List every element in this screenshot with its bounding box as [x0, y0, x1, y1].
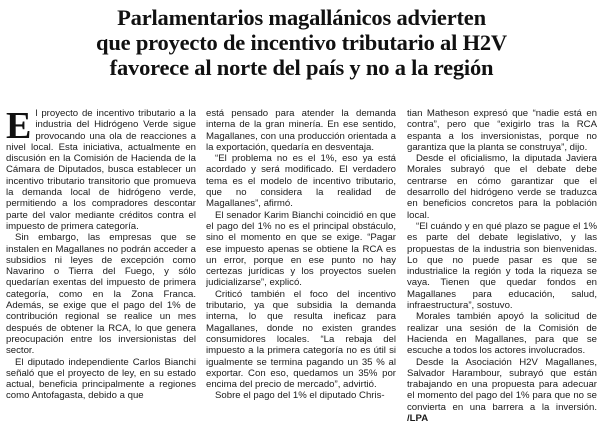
- article-column-3: [407, 108, 597, 438]
- headline-line-1: Parlamentarios magallánicos advierten: [117, 5, 486, 30]
- headline: [0, 5, 603, 80]
- article-paragraph: El diputado independiente Carlos Bianchi señaló que el proyecto de ley, en su estado actual, beneficia principalmente a regiones como Antofagasta, debido a que: [6, 356, 196, 402]
- author-signature: /LPA: [407, 413, 429, 425]
- article-paragraph: Criticó también el foco del incentivo tributario, ya que subsidia la demanda interna, lo que resulta ineficaz para Magallanes, donde no existen grandes consumidores locales. “La rebaja del impuesto a la primera categoría no es útil si igualmente se termina pagando un 35 % al exportar. Con eso, quedamos un 35% por encima del precio de mercado”, advirtió.: [206, 288, 396, 391]
- article-paragraph: Sobre el pago del 1% el diputado Chris-: [215, 390, 385, 402]
- paragraph-text: l proyecto de incentivo tributario a la industria del Hidrógeno Verde sigue provocando una ola de reacciones a nivel local. Esta iniciativa, actualmente en discusión en la Comisión de Hacienda de la Cámara de Diputados, busca establecer un incentivo tributario transitorio que promueva la demanda local de hidrógeno verde, permitiendo a los compradores descontar parte del valor mediante créditos contra el impuesto de primera categoría.: [6, 108, 196, 232]
- article-body: [6, 108, 597, 438]
- paragraph-text: Desde la Asociación H2V Magallanes, Salvador Harambour, subrayó que están trabajando en una propuesta para adecuar el momento del pago del 1% para que no se convierta en una barrera a la inversión.: [407, 356, 597, 413]
- article-paragraph: [407, 357, 597, 425]
- article-paragraph: está pensado para atender la demanda interna de la gran minería. En ese sentido, Magallanes, con una producción orientada a la exportación, quedaría en desventaja.: [206, 108, 396, 153]
- drop-cap: E: [6, 108, 32, 147]
- headline-line-3: favorece al norte del país y no a la región: [109, 55, 494, 80]
- headline-line-2: que proyecto de incentivo tributario al H2V: [96, 30, 507, 55]
- article-paragraph: [6, 108, 196, 232]
- article-paragraph: Desde el oficialismo, la diputada Javiera Morales subrayó que el debate debe centrarse en cómo garantizar que el desarrollo del hidrógeno verde se traduzca en beneficios concretos para la población local.: [407, 153, 597, 221]
- article-column-1: [6, 108, 196, 438]
- article-paragraph: “El cuándo y en qué plazo se pague el 1% es parte del debate legislativo, y las propuestas de la industria son bienvenidas. Lo que no puede pasar es que se industrialice la región y toda la riqueza se vaya. Tienen que quedar fondos en Magallanes para educación, salud, infraestructura”, sostuvo.: [407, 220, 597, 312]
- article-paragraph: “El problema no es el 1%, eso ya está acordado y será modificado. El verdadero tema es el modelo de incentivo tributario, que no considera la realidad de Magallanes”, afirmó.: [206, 153, 396, 210]
- article-paragraph: tian Matheson expresó que “nadie está en contra”, pero que “exigirlo tras la RCA espanta a los inversionistas, porque no garantiza que la planta se construya”, dijo.: [407, 108, 597, 153]
- article-paragraph: Morales también apoyó la solicitud de realizar una sesión de la Comisión de Hacienda en Magallanes, para que se escuche a todos los actores involucrados.: [407, 311, 597, 357]
- article-column-2: [206, 108, 396, 438]
- article-paragraph: Sin embargo, las empresas que se instalen en Magallanes no podrán acceder a subsidios ni leyes de excepción como Navarino o Tierra del Fuego, y sólo quedarían exentas del impuesto de primera categoría, como en la Zona Franca. Además, se exige que el pago del 1% de contribución regional se realice un mes después de obtener la RCA, lo que genera preocupación entre los inversionistas del sector.: [6, 232, 196, 357]
- article-paragraph: El senador Karim Bianchi coincidió en que el pago del 1% no es el principal obstáculo, sino el momento en que se exige. “Pagar ese impuesto apenas se obtiene la RCA es un error, porque en ese punto no hay certezas jurídicas y los proyectos suelen judicializarse”, explicó.: [206, 209, 396, 289]
